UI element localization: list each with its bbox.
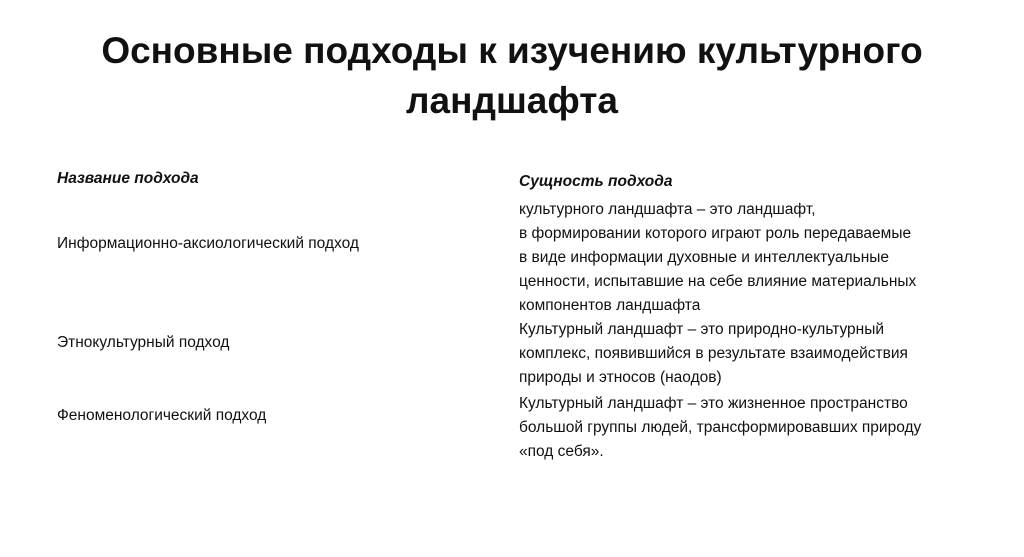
slide-title [0,26,1024,126]
approach-name-1: Информационно-аксиологический подход [57,235,359,252]
slide-title-line-2: ландшафта [406,80,618,121]
essence-line: в виде информации духовные и интеллектуальные [519,249,890,266]
approach-essence-2 [519,318,989,390]
essence-line: культурного ландшафта – это ландшафт, [519,201,816,218]
essence-line: компонентов ландшафта [519,297,701,314]
column-header-name: Название подхода [57,170,199,187]
approach-name-3: Феноменологический подход [57,407,267,424]
essence-line: в формировании которого играют роль передаваемые [519,225,912,242]
approach-essence-3 [519,392,989,464]
approach-essence-1 [519,198,989,318]
essence-line: большой группы людей, трансформировавших природу [519,419,922,436]
essence-line: Культурный ландшафт – это жизненное пространство [519,395,908,412]
approach-name-2: Этнокультурный подход [57,334,230,351]
slide-title-line-1: Основные подходы к изучению культурного [101,30,923,71]
essence-line: «под себя». [519,443,604,460]
column-header-essence: Сущность подхода [519,173,673,190]
essence-line: комплекс, появившийся в результате взаимодействия [519,345,908,362]
essence-line: Культурный ландшафт – это природно-культурный [519,321,885,338]
essence-line: ценности, испытавшие на себе влияние материальных [519,273,917,290]
essence-line: природы и этносов (наодов) [519,369,722,386]
